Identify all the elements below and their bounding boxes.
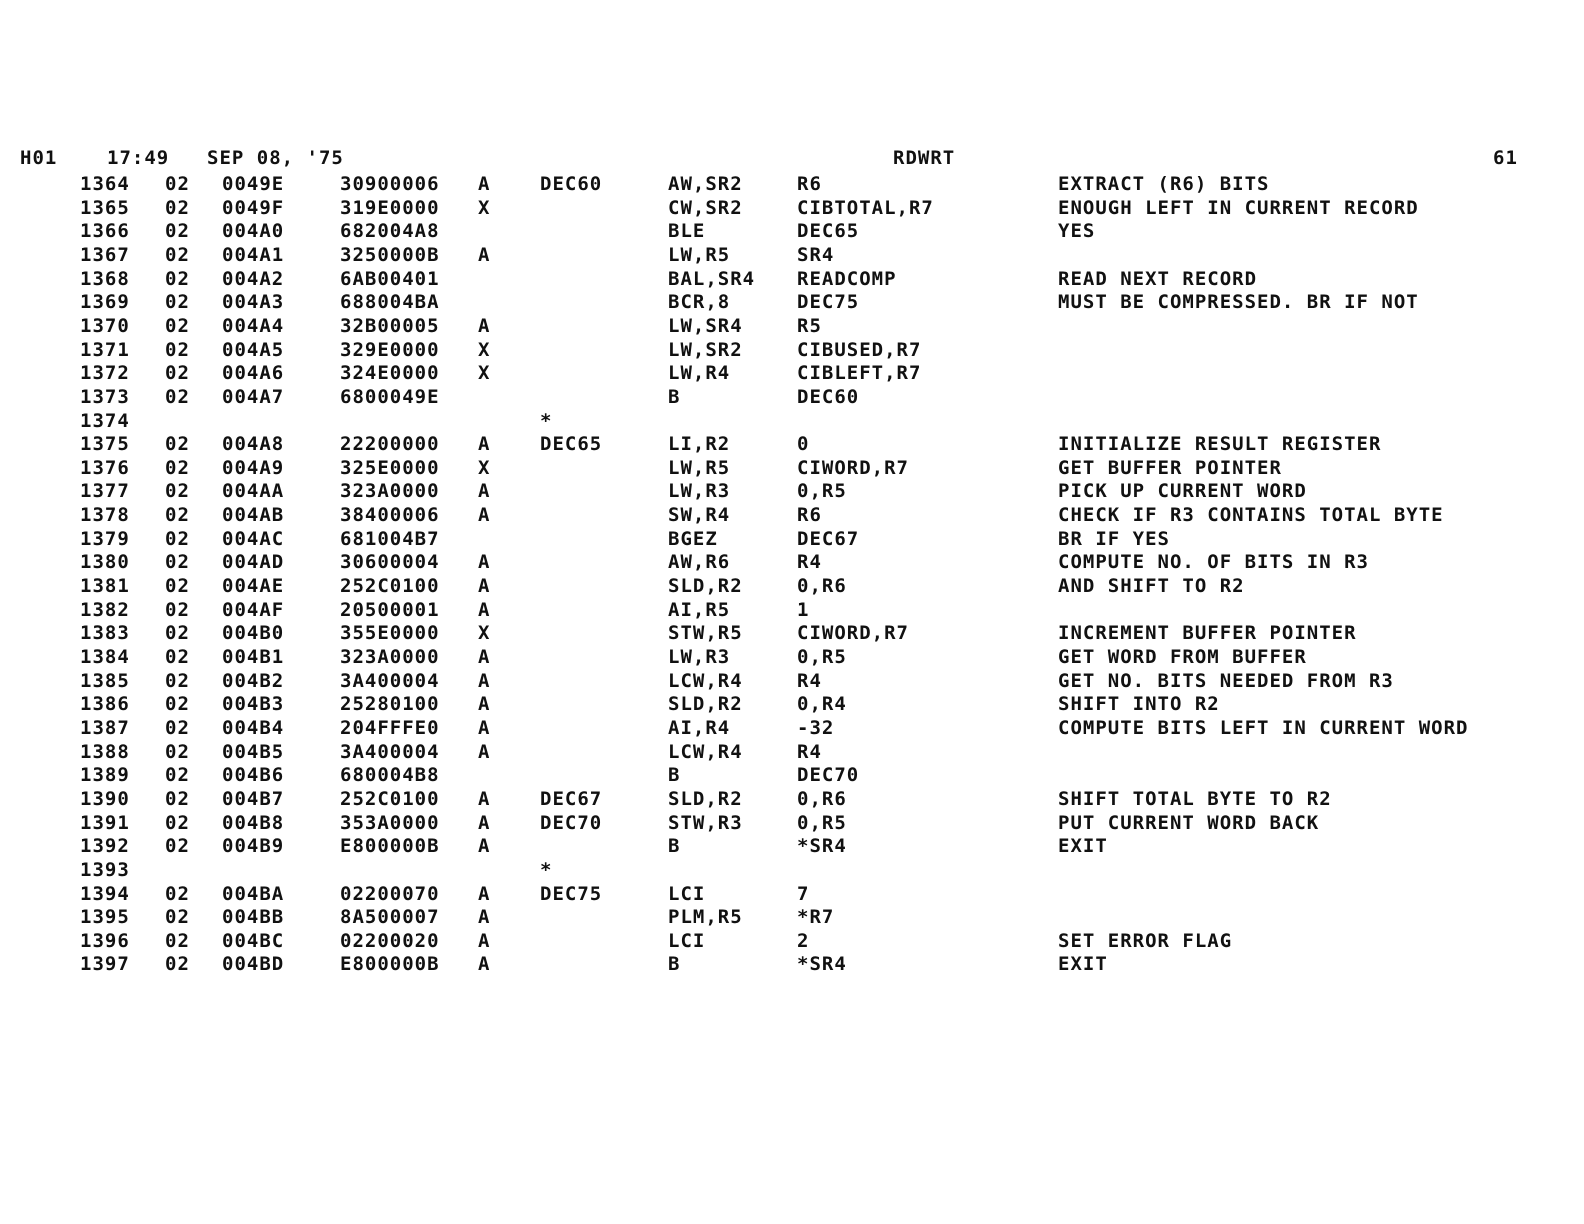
address: 004B1 [222, 646, 285, 668]
line-number: 1392 [80, 835, 130, 858]
object-code: 02200020 [340, 929, 440, 952]
listing-row [0, 907, 1584, 929]
opcode: AI,R4 [668, 716, 731, 739]
label: * [540, 409, 553, 432]
relocation-flag: A [478, 480, 491, 503]
relocation-flag: A [478, 646, 491, 668]
listing-row [0, 411, 1584, 433]
address: 004B5 [222, 740, 285, 763]
address: 004A1 [222, 243, 285, 266]
object-code: 325E0000 [340, 456, 440, 479]
line-number: 1396 [80, 929, 130, 952]
segment: 02 [165, 456, 190, 479]
relocation-flag: X [478, 456, 491, 479]
comment: PICK UP CURRENT WORD [1058, 480, 1307, 503]
listing-row [0, 931, 1584, 953]
object-code: 324E0000 [340, 362, 440, 385]
address: 004AA [222, 480, 285, 503]
listing-row [0, 387, 1584, 409]
line-number: 1393 [80, 858, 130, 881]
relocation-flag: A [478, 693, 491, 716]
operand: 7 [797, 882, 810, 905]
opcode: B [668, 835, 681, 858]
relocation-flag: A [478, 811, 491, 834]
listing-row [0, 505, 1584, 527]
object-code: 329E0000 [340, 338, 440, 361]
segment: 02 [165, 740, 190, 763]
operand: *SR4 [797, 953, 847, 976]
line-number: 1372 [80, 362, 130, 385]
listing-row [0, 434, 1584, 456]
listing-row [0, 954, 1584, 976]
relocation-flag: X [478, 338, 491, 361]
segment: 02 [165, 362, 190, 385]
opcode: AI,R5 [668, 598, 731, 621]
listing-row [0, 481, 1584, 503]
opcode: BLE [668, 220, 706, 243]
opcode: B [668, 953, 681, 976]
segment: 02 [165, 693, 190, 716]
segment: 02 [165, 646, 190, 668]
listing-row [0, 836, 1584, 858]
address: 004A0 [222, 220, 285, 243]
comment: MUST BE COMPRESSED. BR IF NOT [1058, 291, 1419, 314]
address: 004AB [222, 504, 285, 527]
operand: R4 [797, 740, 822, 763]
comment: CHECK IF R3 CONTAINS TOTAL BYTE [1058, 504, 1444, 527]
opcode: LW,R4 [668, 362, 731, 385]
segment: 02 [165, 835, 190, 858]
address: 004B6 [222, 764, 285, 787]
line-number: 1384 [80, 646, 130, 668]
line-number: 1371 [80, 338, 130, 361]
line-number: 1380 [80, 551, 130, 574]
object-code: 353A0000 [340, 811, 440, 834]
relocation-flag: X [478, 362, 491, 385]
segment: 02 [165, 314, 190, 337]
object-code: 30600004 [340, 551, 440, 574]
comment: READ NEXT RECORD [1058, 267, 1258, 290]
relocation-flag: A [478, 740, 491, 763]
operand: 1 [797, 598, 810, 621]
comment: INCREMENT BUFFER POINTER [1058, 622, 1357, 645]
segment: 02 [165, 338, 190, 361]
operand: R6 [797, 173, 822, 195]
relocation-flag: A [478, 716, 491, 739]
line-number: 1368 [80, 267, 130, 290]
opcode: SLD,R2 [668, 575, 743, 598]
operand: DEC70 [797, 764, 860, 787]
operand: 0,R5 [797, 811, 847, 834]
object-code: 323A0000 [340, 480, 440, 503]
address: 004A9 [222, 456, 285, 479]
line-number: 1385 [80, 669, 130, 692]
listing-row [0, 174, 1584, 196]
operand: -32 [797, 716, 835, 739]
opcode: AW,R6 [668, 551, 731, 574]
segment: 02 [165, 480, 190, 503]
header-id: H01 [20, 147, 58, 169]
line-number: 1394 [80, 882, 130, 905]
comment: YES [1058, 220, 1096, 243]
listing-row [0, 576, 1584, 598]
object-code: E800000B [340, 835, 440, 858]
segment: 02 [165, 575, 190, 598]
operand: 0,R5 [797, 646, 847, 668]
operand: DEC65 [797, 220, 860, 243]
segment: 02 [165, 787, 190, 810]
object-code: 22200000 [340, 433, 440, 456]
segment: 02 [165, 243, 190, 266]
object-code: 8A500007 [340, 906, 440, 929]
operand: R5 [797, 314, 822, 337]
object-code: 682004A8 [340, 220, 440, 243]
label: DEC75 [540, 882, 603, 905]
line-number: 1386 [80, 693, 130, 716]
line-number: 1388 [80, 740, 130, 763]
listing-row [0, 292, 1584, 314]
operand: 0,R5 [797, 480, 847, 503]
label: DEC60 [540, 173, 603, 195]
header-time: 17:49 [107, 147, 170, 169]
label: DEC67 [540, 787, 603, 810]
address: 004B2 [222, 669, 285, 692]
object-code: 20500001 [340, 598, 440, 621]
segment: 02 [165, 504, 190, 527]
segment: 02 [165, 764, 190, 787]
opcode: LCI [668, 929, 706, 952]
object-code: 323A0000 [340, 646, 440, 668]
object-code: 38400006 [340, 504, 440, 527]
opcode: STW,R5 [668, 622, 743, 645]
opcode: LCW,R4 [668, 669, 743, 692]
object-code: 3250000B [340, 243, 440, 266]
line-number: 1390 [80, 787, 130, 810]
relocation-flag: A [478, 314, 491, 337]
relocation-flag: A [478, 243, 491, 266]
listing-row [0, 552, 1584, 574]
operand: CIWORD,R7 [797, 622, 909, 645]
object-code: 319E0000 [340, 196, 440, 219]
line-number: 1369 [80, 291, 130, 314]
relocation-flag: A [478, 787, 491, 810]
listing-row [0, 245, 1584, 267]
object-code: 3A400004 [340, 669, 440, 692]
line-number: 1364 [80, 173, 130, 195]
opcode: LW,SR2 [668, 338, 743, 361]
listing-row [0, 198, 1584, 220]
operand: 0 [797, 433, 810, 456]
comment: GET NO. BITS NEEDED FROM R3 [1058, 669, 1394, 692]
object-code: 30900006 [340, 173, 440, 195]
listing-row [0, 340, 1584, 362]
opcode: SW,R4 [668, 504, 731, 527]
operand: DEC67 [797, 527, 860, 550]
listing-row [0, 458, 1584, 480]
line-number: 1379 [80, 527, 130, 550]
listing-row [0, 600, 1584, 622]
operand: SR4 [797, 243, 835, 266]
operand: 2 [797, 929, 810, 952]
address: 004BB [222, 906, 285, 929]
operand: 0,R6 [797, 787, 847, 810]
address: 004A2 [222, 267, 285, 290]
line-number: 1395 [80, 906, 130, 929]
listing-row [0, 694, 1584, 716]
object-code: 3A400004 [340, 740, 440, 763]
object-code: 681004B7 [340, 527, 440, 550]
relocation-flag: A [478, 835, 491, 858]
opcode: LW,R3 [668, 480, 731, 503]
opcode: STW,R3 [668, 811, 743, 834]
operand: *SR4 [797, 835, 847, 858]
comment: SET ERROR FLAG [1058, 929, 1233, 952]
address: 004BC [222, 929, 285, 952]
address: 004A8 [222, 433, 285, 456]
relocation-flag: A [478, 551, 491, 574]
segment: 02 [165, 622, 190, 645]
operand: READCOMP [797, 267, 897, 290]
address: 004AF [222, 598, 285, 621]
object-code: 02200070 [340, 882, 440, 905]
listing-row [0, 647, 1584, 669]
line-number: 1389 [80, 764, 130, 787]
line-number: 1376 [80, 456, 130, 479]
address: 0049E [222, 173, 285, 195]
comment: EXIT [1058, 953, 1108, 976]
object-code: 6AB00401 [340, 267, 440, 290]
opcode: BAL,SR4 [668, 267, 756, 290]
object-code: 252C0100 [340, 575, 440, 598]
relocation-flag: A [478, 669, 491, 692]
comment: EXTRACT (R6) BITS [1058, 173, 1270, 195]
operand: *R7 [797, 906, 835, 929]
line-number: 1378 [80, 504, 130, 527]
address: 0049F [222, 196, 285, 219]
header-page-number: 61 [1493, 147, 1518, 169]
listing-row [0, 765, 1584, 787]
comment: INITIALIZE RESULT REGISTER [1058, 433, 1382, 456]
header-module: RDWRT [893, 147, 956, 169]
object-code: 355E0000 [340, 622, 440, 645]
opcode: SLD,R2 [668, 787, 743, 810]
segment: 02 [165, 716, 190, 739]
segment: 02 [165, 267, 190, 290]
relocation-flag: A [478, 929, 491, 952]
line-number: 1366 [80, 220, 130, 243]
address: 004B3 [222, 693, 285, 716]
segment: 02 [165, 953, 190, 976]
address: 004B7 [222, 787, 285, 810]
line-number: 1375 [80, 433, 130, 456]
operand: CIBUSED,R7 [797, 338, 922, 361]
line-number: 1381 [80, 575, 130, 598]
operand: R4 [797, 669, 822, 692]
listing-row [0, 671, 1584, 693]
object-code: 6800049E [340, 385, 440, 408]
line-number: 1387 [80, 716, 130, 739]
line-number: 1382 [80, 598, 130, 621]
relocation-flag: A [478, 598, 491, 621]
operand: CIBTOTAL,R7 [797, 196, 934, 219]
line-number: 1367 [80, 243, 130, 266]
relocation-flag: X [478, 622, 491, 645]
object-code: 32B00005 [340, 314, 440, 337]
line-number: 1397 [80, 953, 130, 976]
comment: SHIFT TOTAL BYTE TO R2 [1058, 787, 1332, 810]
segment: 02 [165, 551, 190, 574]
comment: AND SHIFT TO R2 [1058, 575, 1245, 598]
address: 004AE [222, 575, 285, 598]
opcode: BGEZ [668, 527, 718, 550]
opcode: BCR,8 [668, 291, 731, 314]
relocation-flag: A [478, 433, 491, 456]
operand: DEC60 [797, 385, 860, 408]
line-number: 1374 [80, 409, 130, 432]
line-number: 1365 [80, 196, 130, 219]
segment: 02 [165, 929, 190, 952]
label: DEC70 [540, 811, 603, 834]
address: 004A3 [222, 291, 285, 314]
listing-row [0, 789, 1584, 811]
opcode: CW,SR2 [668, 196, 743, 219]
opcode: AW,SR2 [668, 173, 743, 195]
object-code: 680004B8 [340, 764, 440, 787]
operand: 0,R6 [797, 575, 847, 598]
listing-row [0, 529, 1584, 551]
relocation-flag: A [478, 173, 491, 195]
listing-row [0, 623, 1584, 645]
segment: 02 [165, 598, 190, 621]
address: 004A5 [222, 338, 285, 361]
opcode: PLM,R5 [668, 906, 743, 929]
segment: 02 [165, 196, 190, 219]
comment: EXIT [1058, 835, 1108, 858]
comment: COMPUTE NO. OF BITS IN R3 [1058, 551, 1369, 574]
line-number: 1383 [80, 622, 130, 645]
address: 004AC [222, 527, 285, 550]
address: 004B8 [222, 811, 285, 834]
object-code: 252C0100 [340, 787, 440, 810]
comment: GET BUFFER POINTER [1058, 456, 1282, 479]
operand: CIWORD,R7 [797, 456, 909, 479]
address: 004A6 [222, 362, 285, 385]
object-code: 25280100 [340, 693, 440, 716]
label: DEC65 [540, 433, 603, 456]
operand: R6 [797, 504, 822, 527]
listing-row [0, 269, 1584, 291]
opcode: SLD,R2 [668, 693, 743, 716]
relocation-flag: A [478, 504, 491, 527]
relocation-flag: A [478, 575, 491, 598]
segment: 02 [165, 906, 190, 929]
address: 004AD [222, 551, 285, 574]
listing-row [0, 813, 1584, 835]
listing-row [0, 363, 1584, 385]
address: 004B0 [222, 622, 285, 645]
comment: BR IF YES [1058, 527, 1170, 550]
listing-row [0, 718, 1584, 740]
relocation-flag: X [478, 196, 491, 219]
address: 004A4 [222, 314, 285, 337]
header-date: SEP 08, '75 [207, 147, 344, 169]
segment: 02 [165, 882, 190, 905]
segment: 02 [165, 527, 190, 550]
operand: R4 [797, 551, 822, 574]
listing-row [0, 742, 1584, 764]
segment: 02 [165, 385, 190, 408]
listing-row [0, 316, 1584, 338]
opcode: LW,R5 [668, 456, 731, 479]
segment: 02 [165, 811, 190, 834]
line-number: 1391 [80, 811, 130, 834]
object-code: 688004BA [340, 291, 440, 314]
object-code: 204FFFE0 [340, 716, 440, 739]
address: 004B4 [222, 716, 285, 739]
opcode: B [668, 385, 681, 408]
segment: 02 [165, 220, 190, 243]
listing-row [0, 860, 1584, 882]
segment: 02 [165, 669, 190, 692]
comment: PUT CURRENT WORD BACK [1058, 811, 1320, 834]
line-number: 1377 [80, 480, 130, 503]
line-number: 1370 [80, 314, 130, 337]
segment: 02 [165, 433, 190, 456]
label: * [540, 858, 553, 881]
opcode: LW,SR4 [668, 314, 743, 337]
comment: COMPUTE BITS LEFT IN CURRENT WORD [1058, 716, 1469, 739]
opcode: LW,R5 [668, 243, 731, 266]
relocation-flag: A [478, 906, 491, 929]
operand: 0,R4 [797, 693, 847, 716]
address: 004BA [222, 882, 285, 905]
comment: GET WORD FROM BUFFER [1058, 646, 1307, 668]
opcode: LI,R2 [668, 433, 731, 456]
opcode: LCW,R4 [668, 740, 743, 763]
segment: 02 [165, 291, 190, 314]
relocation-flag: A [478, 882, 491, 905]
relocation-flag: A [478, 953, 491, 976]
address: 004B9 [222, 835, 285, 858]
segment: 02 [165, 173, 190, 195]
comment: SHIFT INTO R2 [1058, 693, 1220, 716]
line-number: 1373 [80, 385, 130, 408]
operand: DEC75 [797, 291, 860, 314]
listing-row [0, 884, 1584, 906]
address: 004A7 [222, 385, 285, 408]
listing-row [0, 221, 1584, 243]
opcode: LCI [668, 882, 706, 905]
opcode: B [668, 764, 681, 787]
object-code: E800000B [340, 953, 440, 976]
operand: CIBLEFT,R7 [797, 362, 922, 385]
opcode: LW,R3 [668, 646, 731, 668]
comment: ENOUGH LEFT IN CURRENT RECORD [1058, 196, 1419, 219]
address: 004BD [222, 953, 285, 976]
